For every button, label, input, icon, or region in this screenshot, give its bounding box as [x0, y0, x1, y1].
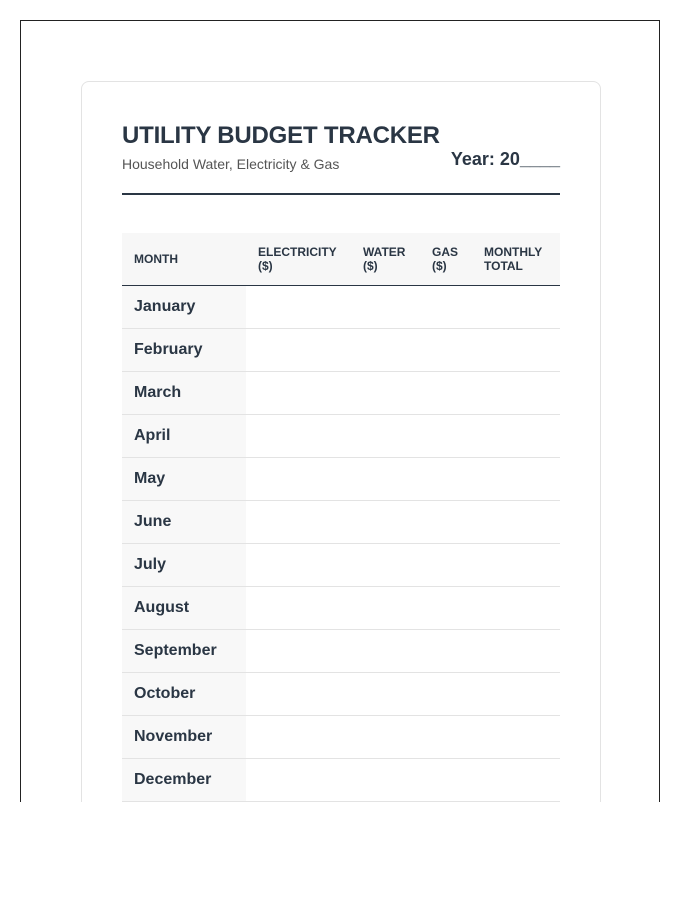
electricity-cell[interactable]: [246, 586, 351, 629]
electricity-cell[interactable]: [246, 457, 351, 500]
electricity-cell[interactable]: [246, 672, 351, 715]
column-header-monthly-total: [472, 233, 560, 285]
column-header-label: MONTHLY: [484, 244, 543, 259]
monthly-total-cell[interactable]: [472, 500, 560, 543]
table-row: [122, 672, 560, 715]
month-label: August: [122, 586, 246, 629]
column-header-gas: [420, 233, 472, 285]
gas-cell[interactable]: [420, 629, 472, 672]
month-label: November: [122, 715, 246, 758]
gas-cell[interactable]: [420, 672, 472, 715]
gas-cell[interactable]: [420, 758, 472, 801]
month-label: January: [122, 285, 246, 328]
table-row: [122, 414, 560, 457]
monthly-total-cell[interactable]: [472, 629, 560, 672]
electricity-cell[interactable]: [246, 758, 351, 801]
table-header-row: [122, 233, 560, 285]
gas-cell[interactable]: [420, 543, 472, 586]
month-label: April: [122, 414, 246, 457]
monthly-total-cell[interactable]: [472, 457, 560, 500]
page-title: UTILITY BUDGET TRACKER: [122, 122, 440, 149]
column-header-label-2: TOTAL: [484, 258, 523, 273]
gas-cell[interactable]: [420, 371, 472, 414]
water-cell[interactable]: [351, 285, 420, 328]
month-label: September: [122, 629, 246, 672]
electricity-cell[interactable]: [246, 414, 351, 457]
water-cell[interactable]: [351, 371, 420, 414]
table-body: [122, 285, 560, 801]
water-cell[interactable]: [351, 543, 420, 586]
electricity-cell[interactable]: [246, 371, 351, 414]
monthly-total-cell[interactable]: [472, 586, 560, 629]
electricity-cell[interactable]: [246, 500, 351, 543]
water-cell[interactable]: [351, 414, 420, 457]
gas-cell[interactable]: [420, 414, 472, 457]
gas-cell[interactable]: [420, 586, 472, 629]
column-header-unit: ($): [258, 258, 273, 273]
gas-cell[interactable]: [420, 285, 472, 328]
page-subtitle: Household Water, Electricity & Gas: [122, 156, 340, 172]
gas-cell[interactable]: [420, 328, 472, 371]
table-row: [122, 715, 560, 758]
electricity-cell[interactable]: [246, 328, 351, 371]
monthly-total-cell[interactable]: [472, 758, 560, 801]
water-cell[interactable]: [351, 500, 420, 543]
electricity-cell[interactable]: [246, 285, 351, 328]
table-row: [122, 285, 560, 328]
monthly-total-cell[interactable]: [472, 328, 560, 371]
table-row: [122, 543, 560, 586]
tracker-card: [81, 81, 601, 821]
column-header-unit: ($): [432, 258, 447, 273]
monthly-total-cell[interactable]: [472, 715, 560, 758]
monthly-total-cell[interactable]: [472, 371, 560, 414]
water-cell[interactable]: [351, 328, 420, 371]
water-cell[interactable]: [351, 672, 420, 715]
table-row: [122, 371, 560, 414]
month-label: May: [122, 457, 246, 500]
utility-table: [122, 233, 560, 802]
electricity-cell[interactable]: [246, 629, 351, 672]
tracker-header: [122, 122, 560, 195]
table-row: [122, 758, 560, 801]
table-row: [122, 500, 560, 543]
year-field[interactable]: Year: 20____: [450, 149, 560, 169]
water-cell[interactable]: [351, 715, 420, 758]
month-label: October: [122, 672, 246, 715]
column-header-water: [351, 233, 420, 285]
monthly-total-cell[interactable]: [472, 285, 560, 328]
table-row: [122, 328, 560, 371]
table-row: [122, 586, 560, 629]
table-row: [122, 629, 560, 672]
page-bottom-area: [0, 802, 700, 900]
column-header-label: ELECTRICITY: [258, 244, 337, 259]
column-header-label: MONTH: [134, 251, 178, 266]
monthly-total-cell[interactable]: [472, 672, 560, 715]
water-cell[interactable]: [351, 758, 420, 801]
column-header-unit: ($): [363, 258, 378, 273]
month-label: July: [122, 543, 246, 586]
gas-cell[interactable]: [420, 500, 472, 543]
column-header-label: WATER: [363, 244, 406, 259]
electricity-cell[interactable]: [246, 715, 351, 758]
column-header-electricity: [246, 233, 351, 285]
monthly-total-cell[interactable]: [472, 414, 560, 457]
month-label: June: [122, 500, 246, 543]
water-cell[interactable]: [351, 586, 420, 629]
month-label: February: [122, 328, 246, 371]
monthly-total-cell[interactable]: [472, 543, 560, 586]
table-row: [122, 457, 560, 500]
water-cell[interactable]: [351, 629, 420, 672]
column-header-month: [122, 233, 246, 285]
month-label: December: [122, 758, 246, 801]
electricity-cell[interactable]: [246, 543, 351, 586]
gas-cell[interactable]: [420, 715, 472, 758]
water-cell[interactable]: [351, 457, 420, 500]
column-header-label: GAS: [432, 244, 459, 259]
month-label: March: [122, 371, 246, 414]
gas-cell[interactable]: [420, 457, 472, 500]
